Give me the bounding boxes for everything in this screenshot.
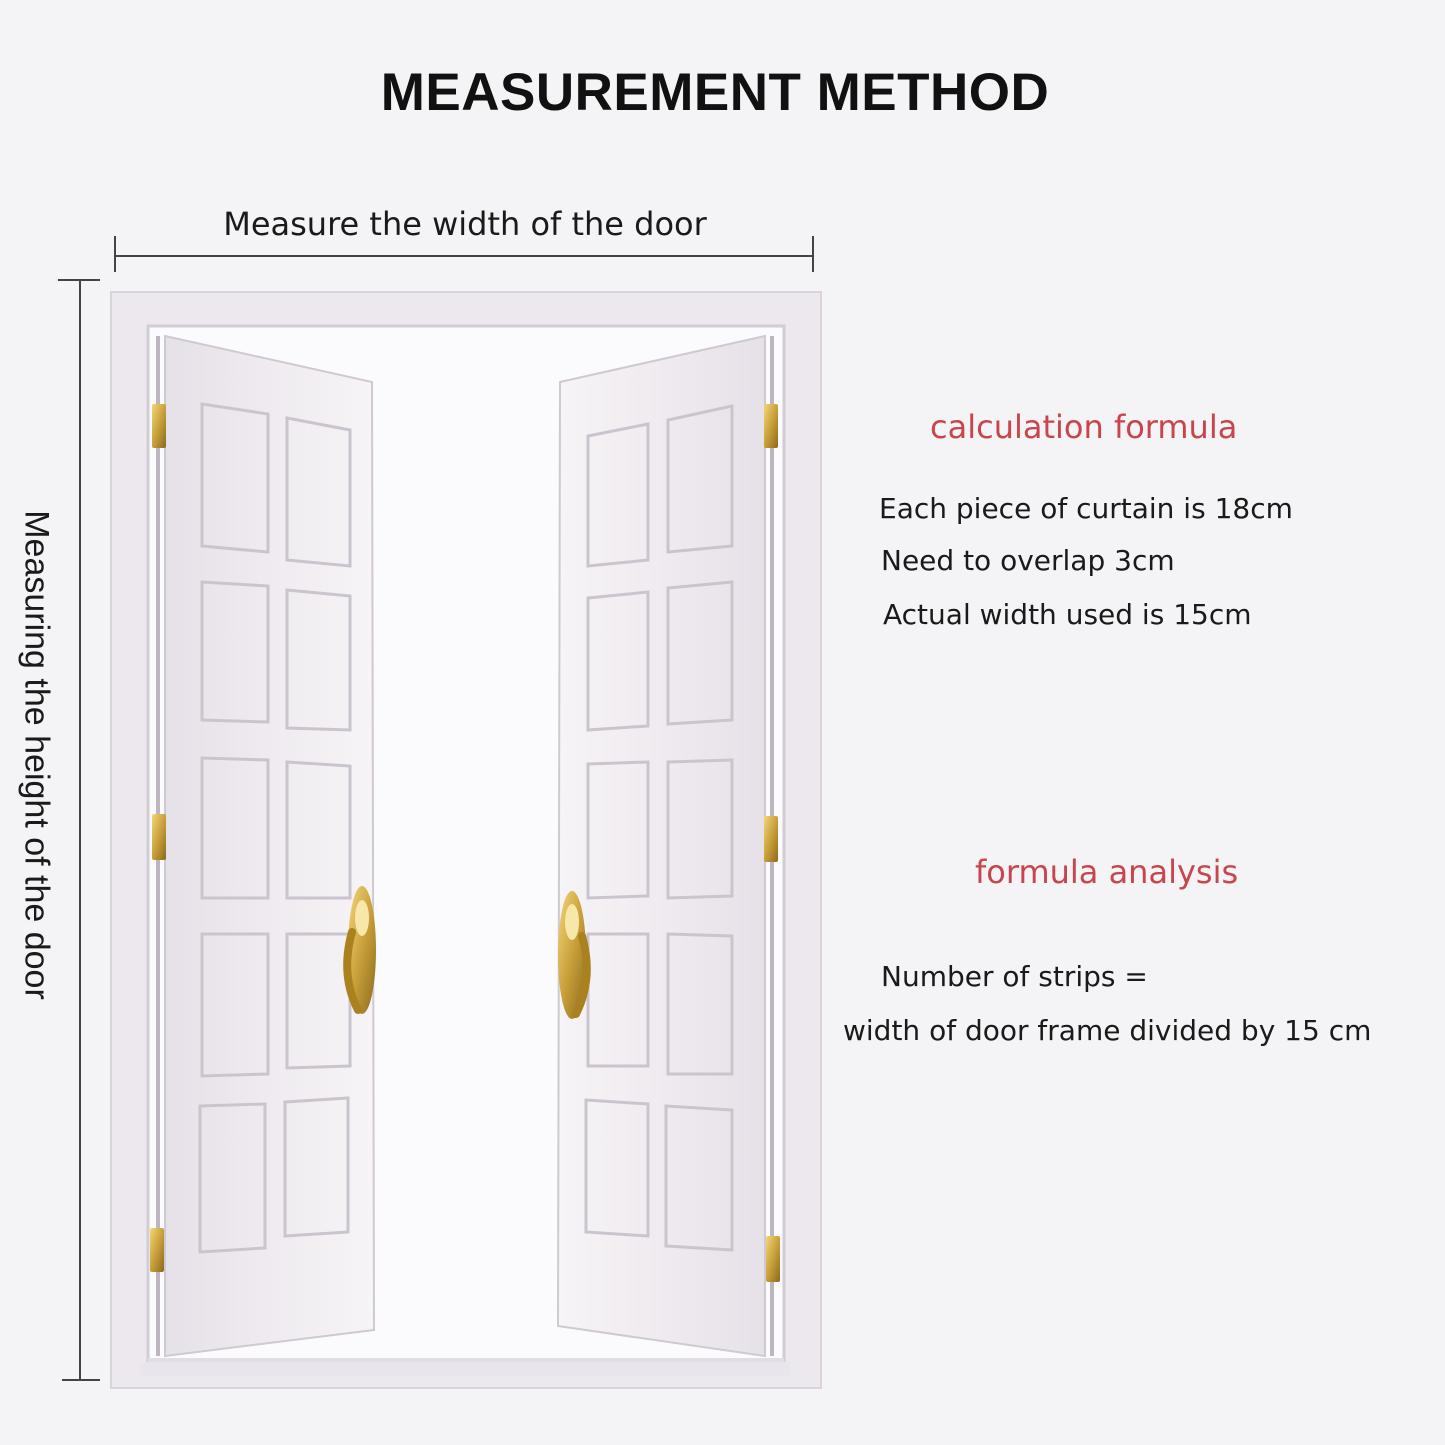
calculation-line-3: Actual width used is 15cm: [883, 598, 1252, 631]
calculation-line-1: Each piece of curtain is 18cm: [879, 492, 1293, 525]
height-label: Measuring the height of the door: [17, 510, 56, 1000]
page-title: MEASUREMENT METHOD: [380, 63, 1050, 122]
analysis-heading: formula analysis: [975, 853, 1239, 891]
analysis-line-1: Number of strips =: [881, 960, 1148, 993]
width-label: Measure the width of the door: [223, 205, 707, 243]
left-door-leaf: [158, 336, 374, 1356]
right-door-leaf: [558, 336, 772, 1356]
calculation-heading: calculation formula: [930, 408, 1238, 446]
calculation-line-2: Need to overlap 3cm: [881, 544, 1175, 577]
height-dimension-line: [58, 280, 100, 1380]
analysis-line-2: width of door frame divided by 15 cm: [843, 1014, 1372, 1047]
